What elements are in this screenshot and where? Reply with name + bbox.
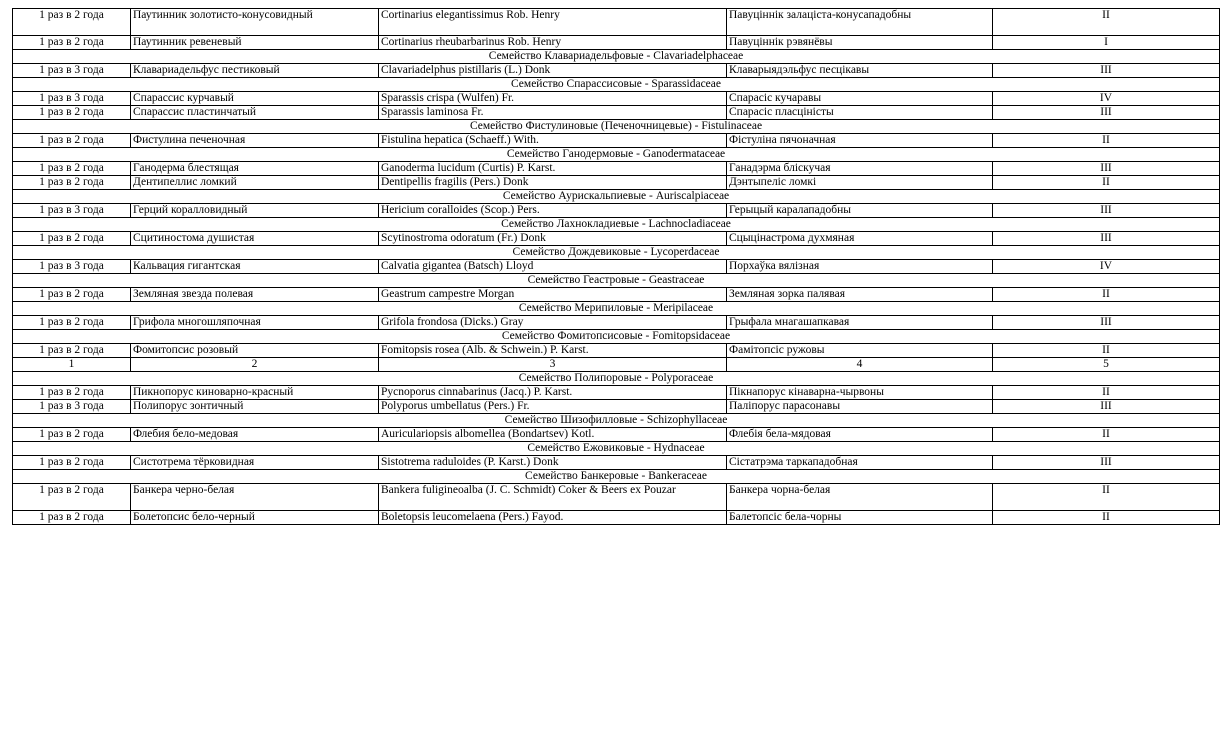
column-number: 5 [993,358,1220,372]
survey-frequency-cell: 1 раз в 3 года [13,64,131,78]
protection-category-cell: III [993,456,1220,470]
family-title: Семейство Фомитопсисовые - Fomitopsidaceae [13,330,1220,344]
belarusian-name-cell: Сцыцінастрома духмяная [727,232,993,246]
species-row [13,36,1220,50]
survey-frequency-cell: 1 раз в 2 года [13,288,131,302]
survey-frequency-cell: 1 раз в 2 года [13,232,131,246]
family-title: Семейство Шизофилловые - Schizophyllaceae [13,414,1220,428]
russian-name-cell: Кальвация гигантская [131,260,379,274]
family-header-row [13,330,1220,344]
column-number-row [13,358,1220,372]
family-title: Семейство Геастровые - Geastraceae [13,274,1220,288]
protection-category-cell: II [993,484,1220,511]
latin-name-cell: Sistotrema raduloides (P. Karst.) Donk [379,456,727,470]
family-title: Семейство Банкеровые - Bankeraceae [13,470,1220,484]
belarusian-name-cell: Пікнапорус кінаварна-чырвоны [727,386,993,400]
russian-name-cell: Паутинник золотисто-конусовидный [131,9,379,36]
belarusian-name-cell: Паліпорус парасонавы [727,400,993,414]
family-header-row [13,50,1220,64]
column-number: 2 [131,358,379,372]
survey-frequency-cell: 1 раз в 2 года [13,428,131,442]
species-row [13,64,1220,78]
survey-frequency-cell: 1 раз в 2 года [13,134,131,148]
russian-name-cell: Паутинник ревеневый [131,36,379,50]
protection-category-cell: I [993,36,1220,50]
russian-name-cell: Сцитиностома душистая [131,232,379,246]
survey-frequency-cell: 1 раз в 2 года [13,36,131,50]
species-row [13,106,1220,120]
belarusian-name-cell: Ганадэрма бліскучая [727,162,993,176]
species-table [12,8,1220,525]
latin-name-cell: Sparassis crispa (Wulfen) Fr. [379,92,727,106]
latin-name-cell: Clavariadelphus pistillaris (L.) Donk [379,64,727,78]
family-header-row [13,442,1220,456]
species-row [13,92,1220,106]
species-row [13,344,1220,358]
family-title: Семейство Ганодермовые - Ganodermataceae [13,148,1220,162]
russian-name-cell: Дентипеллис ломкий [131,176,379,190]
species-row [13,428,1220,442]
russian-name-cell: Спарассис курчавый [131,92,379,106]
species-row [13,511,1220,525]
species-row [13,386,1220,400]
belarusian-name-cell: Флебія бела-мядовая [727,428,993,442]
russian-name-cell: Герций коралловидный [131,204,379,218]
russian-name-cell: Спарассис пластинчатый [131,106,379,120]
family-header-row [13,218,1220,232]
column-number: 4 [727,358,993,372]
belarusian-name-cell: Балетопсіс бела-чорны [727,511,993,525]
species-row [13,288,1220,302]
survey-frequency-cell: 1 раз в 3 года [13,92,131,106]
species-row [13,204,1220,218]
survey-frequency-cell: 1 раз в 2 года [13,484,131,511]
survey-frequency-cell: 1 раз в 2 года [13,456,131,470]
protection-category-cell: III [993,204,1220,218]
protection-category-cell: III [993,106,1220,120]
belarusian-name-cell: Спарасіс кучаравы [727,92,993,106]
species-row [13,9,1220,36]
family-title: Семейство Фистулиновые (Печеночницевые) - Fistulinaceae [13,120,1220,134]
latin-name-cell: Fomitopsis rosea (Alb. & Schwein.) P. Karst. [379,344,727,358]
latin-name-cell: Ganoderma lucidum (Curtis) P. Karst. [379,162,727,176]
species-row [13,316,1220,330]
russian-name-cell: Полипорус зонтичный [131,400,379,414]
family-title: Семейство Полипоровые - Polyporaceae [13,372,1220,386]
species-row [13,456,1220,470]
species-row [13,176,1220,190]
family-header-row [13,414,1220,428]
latin-name-cell: Cortinarius elegantissimus Rob. Henry [379,9,727,36]
russian-name-cell: Банкера черно-белая [131,484,379,511]
family-title: Семейство Мерипиловые - Meripilaceae [13,302,1220,316]
russian-name-cell: Земляная звезда полевая [131,288,379,302]
belarusian-name-cell: Герыцый каралападобны [727,204,993,218]
belarusian-name-cell: Банкера чорна-белая [727,484,993,511]
belarusian-name-cell: Дэнтыпеліс ломкі [727,176,993,190]
protection-category-cell: II [993,511,1220,525]
russian-name-cell: Грифола многошляпочная [131,316,379,330]
russian-name-cell: Фистулина печеночная [131,134,379,148]
protection-category-cell: IV [993,260,1220,274]
latin-name-cell: Grifola frondosa (Dicks.) Gray [379,316,727,330]
latin-name-cell: Auriculariopsis albomellea (Bondartsev) Kotl. [379,428,727,442]
belarusian-name-cell: Павуціннік залаціста-конусападобны [727,9,993,36]
russian-name-cell: Клавариадельфус пестиковый [131,64,379,78]
species-table-body [13,9,1220,525]
russian-name-cell: Флебия бело-медовая [131,428,379,442]
family-header-row [13,120,1220,134]
latin-name-cell: Cortinarius rheubarbarinus Rob. Henry [379,36,727,50]
family-header-row [13,372,1220,386]
latin-name-cell: Calvatia gigantea (Batsch) Lloyd [379,260,727,274]
protection-category-cell: III [993,232,1220,246]
protection-category-cell: III [993,64,1220,78]
family-title: Семейство Лахнокладиевые - Lachnocladiaceae [13,218,1220,232]
species-row [13,162,1220,176]
survey-frequency-cell: 1 раз в 2 года [13,106,131,120]
protection-category-cell: III [993,316,1220,330]
survey-frequency-cell: 1 раз в 2 года [13,316,131,330]
survey-frequency-cell: 1 раз в 3 года [13,260,131,274]
belarusian-name-cell: Фістуліна пячоначная [727,134,993,148]
protection-category-cell: III [993,162,1220,176]
protection-category-cell: II [993,134,1220,148]
latin-name-cell: Pycnoporus cinnabarinus (Jacq.) P. Karst. [379,386,727,400]
species-row [13,232,1220,246]
protection-category-cell: II [993,386,1220,400]
family-title: Семейство Клавариадельфовые - Clavariadelphaceae [13,50,1220,64]
species-row [13,400,1220,414]
belarusian-name-cell: Павуціннік рэвянёвы [727,36,993,50]
protection-category-cell: II [993,176,1220,190]
latin-name-cell: Geastrum campestre Morgan [379,288,727,302]
russian-name-cell: Систотрема тёрковидная [131,456,379,470]
survey-frequency-cell: 1 раз в 2 года [13,344,131,358]
column-number: 3 [379,358,727,372]
russian-name-cell: Пикнопорус киноварно-красный [131,386,379,400]
belarusian-name-cell: Земляная зорка палявая [727,288,993,302]
family-title: Семейство Аурискальпиевые - Auriscalpiaceae [13,190,1220,204]
family-header-row [13,302,1220,316]
family-title: Семейство Дождевиковые - Lycoperdaceae [13,246,1220,260]
latin-name-cell: Fistulina hepatica (Schaeff.) With. [379,134,727,148]
belarusian-name-cell: Спарасіс пласцініcты [727,106,993,120]
belarusian-name-cell: Порхаўка вялізная [727,260,993,274]
protection-category-cell: II [993,344,1220,358]
survey-frequency-cell: 1 раз в 2 года [13,511,131,525]
latin-name-cell: Bankera fuligineoalba (J. C. Schmidt) Coker & Beers ex Pouzar [379,484,727,511]
family-header-row [13,274,1220,288]
russian-name-cell: Ганодерма блестящая [131,162,379,176]
protection-category-cell: II [993,9,1220,36]
family-header-row [13,470,1220,484]
latin-name-cell: Scytinostroma odoratum (Fr.) Donk [379,232,727,246]
belarusian-name-cell: Грыфала мнагашапкавая [727,316,993,330]
latin-name-cell: Boletopsis leucomelaena (Pers.) Fayod. [379,511,727,525]
survey-frequency-cell: 1 раз в 2 года [13,9,131,36]
column-number: 1 [13,358,131,372]
russian-name-cell: Фомитопсис розовый [131,344,379,358]
species-row [13,134,1220,148]
family-header-row [13,190,1220,204]
family-header-row [13,246,1220,260]
survey-frequency-cell: 1 раз в 2 года [13,162,131,176]
survey-frequency-cell: 1 раз в 3 года [13,204,131,218]
species-row [13,484,1220,511]
belarusian-name-cell: Клаварыядэльфус песцікавы [727,64,993,78]
latin-name-cell: Dentipellis fragilis (Pers.) Donk [379,176,727,190]
protection-category-cell: IV [993,92,1220,106]
belarusian-name-cell: Фамітопсіс ружовы [727,344,993,358]
latin-name-cell: Hericium coralloides (Scop.) Pers. [379,204,727,218]
protection-category-cell: II [993,288,1220,302]
family-title: Семейство Спарассисовые - Sparassidaceae [13,78,1220,92]
survey-frequency-cell: 1 раз в 2 года [13,176,131,190]
latin-name-cell: Polyporus umbellatus (Pers.) Fr. [379,400,727,414]
protection-category-cell: III [993,400,1220,414]
family-header-row [13,148,1220,162]
latin-name-cell: Sparassis laminosa Fr. [379,106,727,120]
survey-frequency-cell: 1 раз в 3 года [13,400,131,414]
family-title: Семейство Ежовиковые - Hydnaceae [13,442,1220,456]
protection-category-cell: II [993,428,1220,442]
species-row [13,260,1220,274]
russian-name-cell: Болетопсис бело-черный [131,511,379,525]
family-header-row [13,78,1220,92]
survey-frequency-cell: 1 раз в 2 года [13,386,131,400]
belarusian-name-cell: Сістатрэма таркападобная [727,456,993,470]
